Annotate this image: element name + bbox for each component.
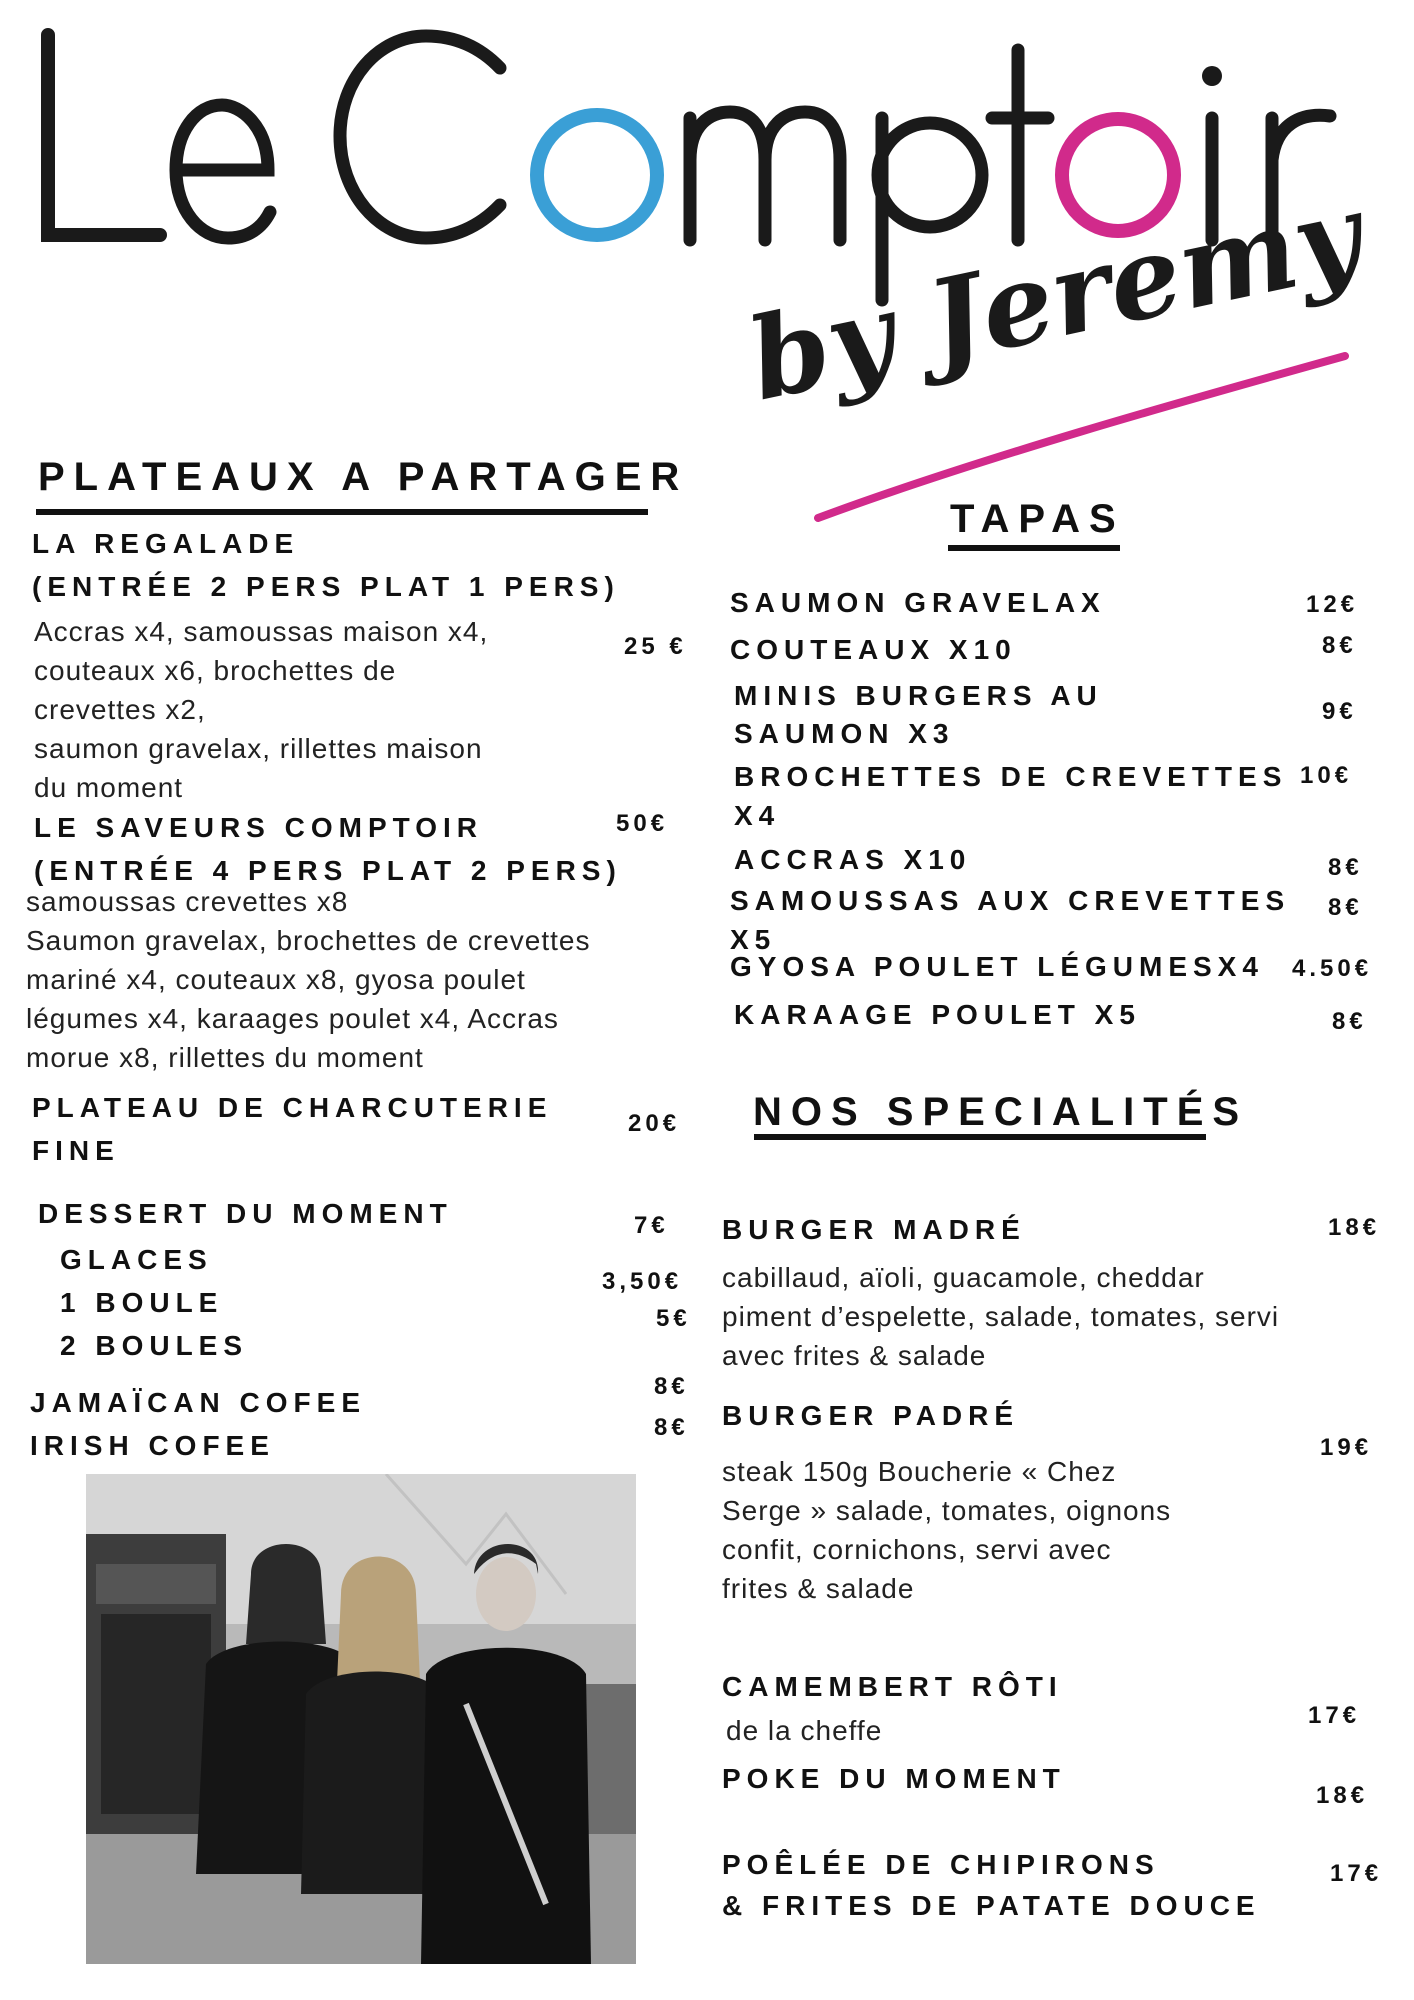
item-name-charcuterie-line2: FINE xyxy=(32,1135,120,1166)
item-name-irish-cofee: IRISH COFEE xyxy=(30,1430,275,1461)
item-name-regalade: LA REGALADE xyxy=(32,528,300,559)
special-price-camembert: 17€ xyxy=(1308,1702,1361,1729)
item-description-regalade: Accras x4, samoussas maison x4, couteaux x6, brochettes de crevettes x2, saumon gravelax, rillettes maison du moment xyxy=(34,616,489,803)
special-name-camembert: CAMEMBERT RÔTI xyxy=(722,1671,1063,1702)
item-subtitle-saveurs-comptoir: (ENTRÉE 4 PERS PLAT 2 PERS) xyxy=(34,855,622,886)
item-name-2-boules: 2 BOULES xyxy=(60,1330,249,1361)
tapas-name-saumon: SAUMON GRAVELAX xyxy=(730,587,1106,618)
special-name-chipirons: POÊLÉE DE CHIPIRONS xyxy=(722,1849,1160,1880)
item-price-charcuterie: 20€ xyxy=(628,1110,681,1137)
tapas-price-minis-burgers: 9€ xyxy=(1322,698,1357,725)
special-name-poke: POKE DU MOMENT xyxy=(722,1763,1066,1794)
item-description-saveurs-comptoir: samoussas crevettes x8 Saumon gravelax, brochettes de crevettes mariné x4, couteaux x8, gyosa poulet légumes x4, karaages poulet x4, Accras morue x8, rillettes du moment xyxy=(26,886,591,1073)
tapas-price-brochettes: 10€ xyxy=(1300,762,1353,789)
svg-text:by Jeremy: by Jeremy xyxy=(738,169,1373,427)
special-price-chipirons: 17€ xyxy=(1330,1860,1383,1887)
item-price-2-boules: 5€ xyxy=(656,1305,691,1332)
tapas-price-saumon: 12€ xyxy=(1306,591,1359,618)
special-name-chipirons-line2: & FRITES DE PATATE DOUCE xyxy=(722,1890,1261,1921)
tapas-name-gyosa: GYOSA POULET LÉGUMESX4 xyxy=(730,951,1264,982)
section-underline xyxy=(754,1134,1206,1140)
special-name-burger-padre: BURGER PADRÉ xyxy=(722,1400,1020,1431)
tapas-price-gyosa: 4.50€ xyxy=(1292,955,1373,982)
item-price-irish-cofee: 8€ xyxy=(654,1414,689,1441)
item-price-dessert: 7€ xyxy=(634,1212,669,1239)
tapas-name-accras: ACCRAS X10 xyxy=(734,844,972,875)
tapas-name-brochettes: BROCHETTES DE CREVETTES xyxy=(734,761,1288,792)
special-name-burger-madre: BURGER MADRÉ xyxy=(722,1214,1026,1245)
item-subtitle-regalade: (ENTRÉE 2 PERS PLAT 1 PERS) xyxy=(32,571,620,602)
section-title-specialites: NOS SPECIALITÉS xyxy=(753,1090,1249,1134)
item-name-dessert: DESSERT DU MOMENT xyxy=(38,1198,453,1229)
item-name-1-boule: 1 BOULE xyxy=(60,1287,224,1318)
section-underline xyxy=(948,545,1120,551)
item-name-saveurs-comptoir: LE SAVEURS COMPTOIR xyxy=(34,812,484,843)
tapas-name-couteaux: COUTEAUX X10 xyxy=(730,634,1017,665)
section-underline xyxy=(36,509,648,515)
special-description-camembert: de la cheffe xyxy=(726,1715,883,1746)
tapas-name-karaage: KARAAGE POULET X5 xyxy=(734,999,1141,1030)
tapas-price-karaage: 8€ xyxy=(1332,1008,1367,1035)
item-price-regalade: 25 € xyxy=(624,633,687,660)
tapas-price-couteaux: 8€ xyxy=(1322,632,1357,659)
tapas-price-samoussas: 8€ xyxy=(1328,894,1363,921)
tapas-name-brochettes-line2: X4 xyxy=(734,800,781,831)
item-price-1-boule: 3,50€ xyxy=(602,1268,683,1295)
special-price-burger-madre: 18€ xyxy=(1328,1214,1381,1241)
special-price-burger-padre: 19€ xyxy=(1320,1434,1373,1461)
tapas-name-minis-burgers-line2: SAUMON X3 xyxy=(734,718,955,749)
special-price-poke: 18€ xyxy=(1316,1782,1369,1809)
section-title-plateaux: PLATEAUX A PARTAGER xyxy=(38,455,689,499)
team-photo xyxy=(86,1474,636,1964)
tapas-name-samoussas-line2: X5 xyxy=(730,924,777,955)
item-name-glaces: GLACES xyxy=(60,1244,213,1275)
tapas-price-accras: 8€ xyxy=(1328,854,1363,881)
tapas-name-samoussas: SAMOUSSAS AUX CREVETTES xyxy=(730,885,1291,916)
item-price-saveurs-comptoir: 50€ xyxy=(616,810,669,837)
special-description-burger-madre: cabillaud, aïoli, guacamole, cheddar piment d’espelette, salade, tomates, servi avec frites & salade xyxy=(722,1262,1280,1371)
item-price-jamaican-cofee: 8€ xyxy=(654,1373,689,1400)
section-title-tapas: TAPAS xyxy=(950,497,1125,541)
special-description-burger-padre: steak 150g Boucherie « Chez Serge » salade, tomates, oignons confit, cornichons, servi avec frites & salade xyxy=(722,1456,1172,1604)
item-name-jamaican-cofee: JAMAÏCAN COFEE xyxy=(30,1387,367,1418)
tapas-name-minis-burgers: MINIS BURGERS AU xyxy=(734,680,1103,711)
item-name-charcuterie: PLATEAU DE CHARCUTERIE xyxy=(32,1092,553,1123)
